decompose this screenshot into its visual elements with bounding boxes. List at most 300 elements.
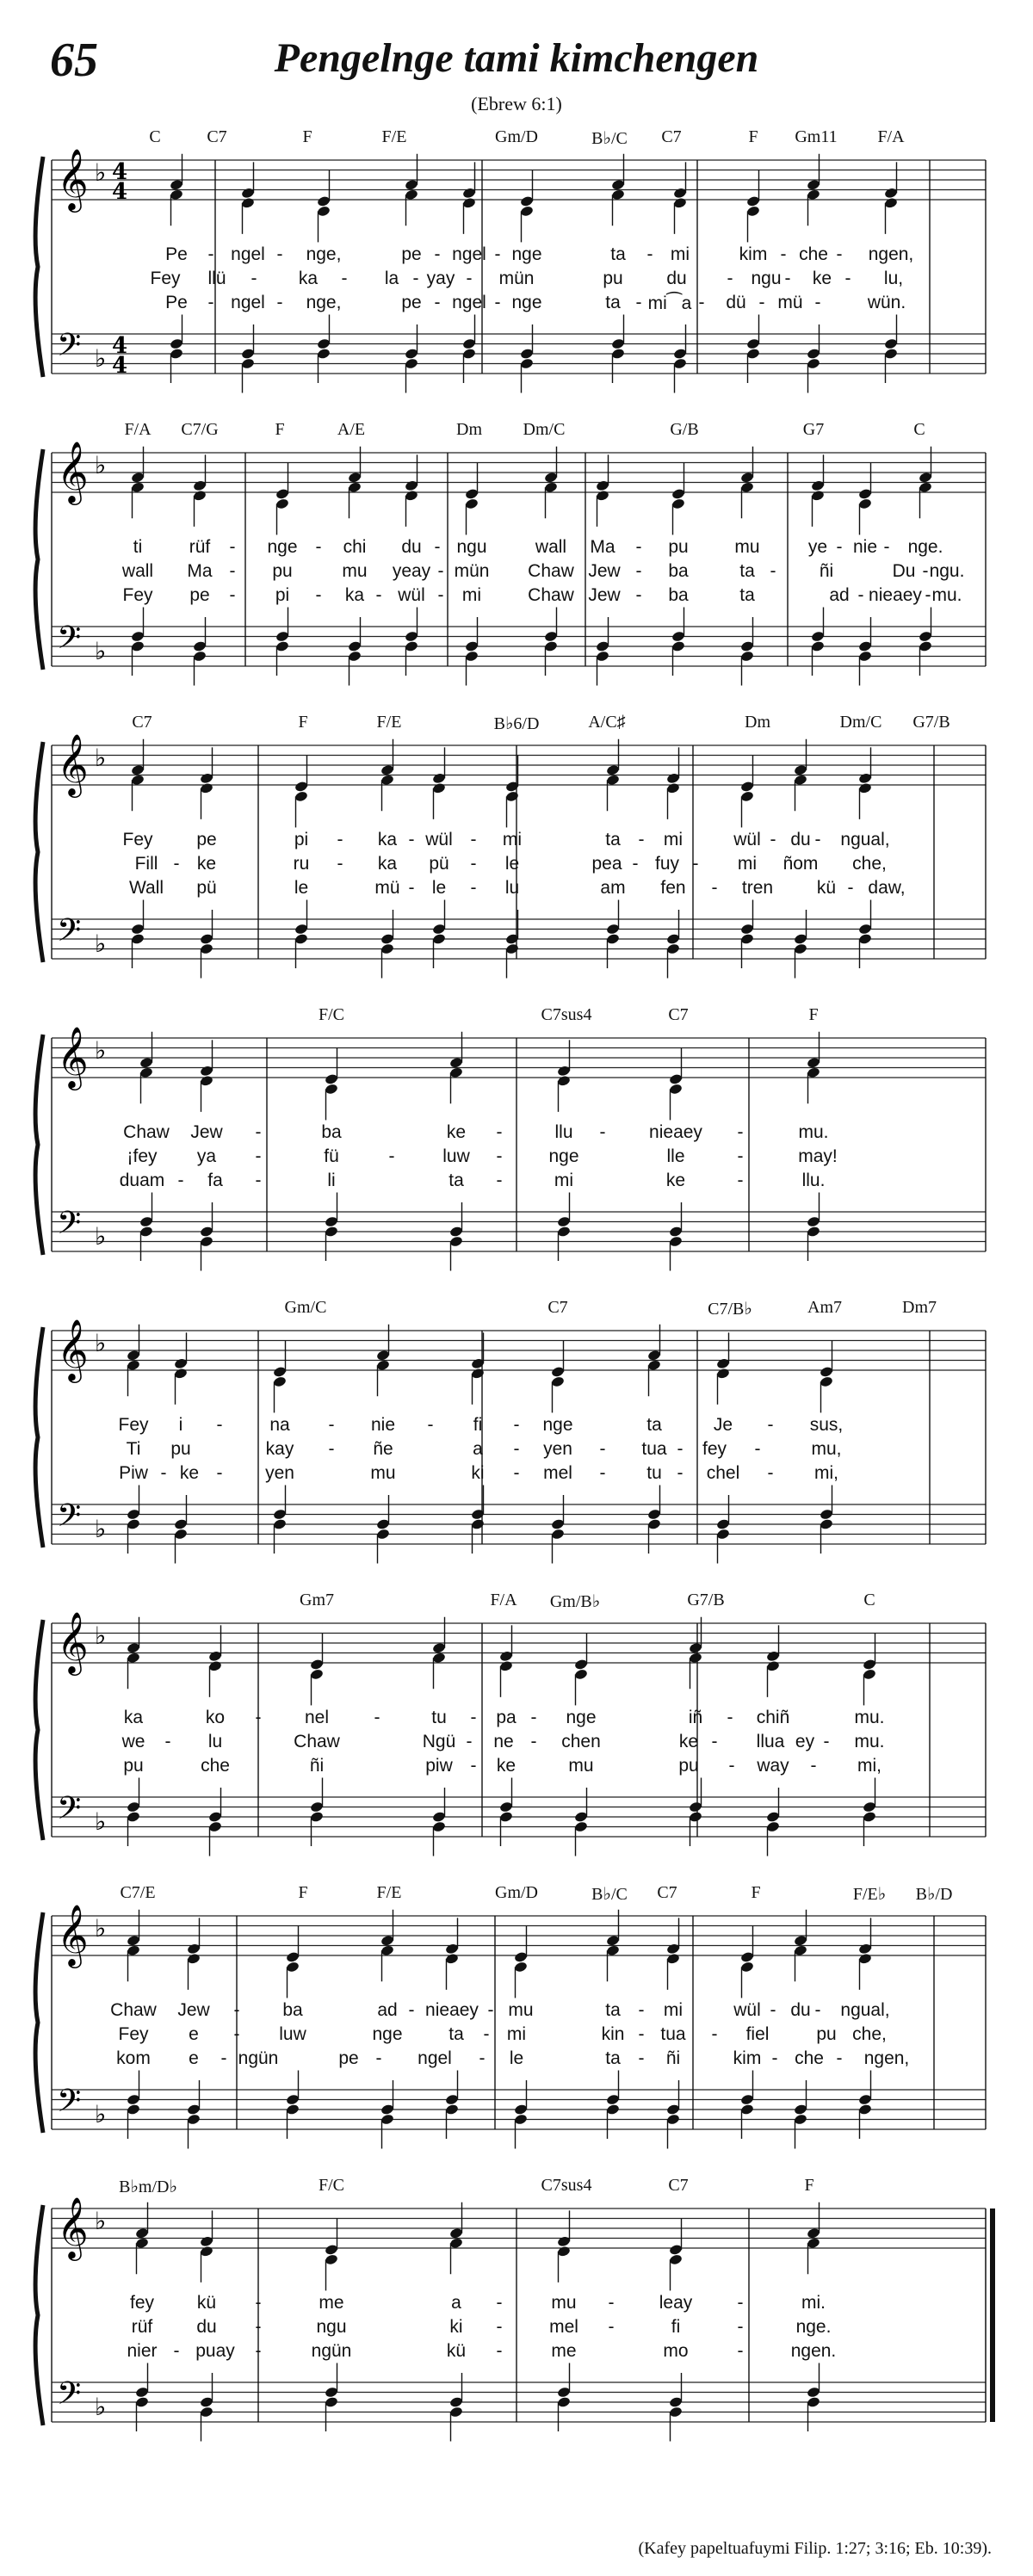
svg-text:♭: ♭ [95,451,107,479]
chord-symbol: B♭/C [591,129,628,148]
lyric-line [0,2317,1033,2339]
svg-text:♭: ♭ [95,1914,107,1943]
svg-text:♭: ♭ [95,637,107,665]
lyric-syllable: - [814,830,821,849]
lyric-syllable: Fill [134,854,158,874]
lyric-syllable: mu [508,2000,534,2020]
svg-text:♭: ♭ [95,744,107,772]
lyric-syllable: - [780,244,787,264]
svg-text:𝄞: 𝄞 [57,2196,89,2258]
music-system [0,420,1033,695]
chord-symbol: B♭/C [591,1885,628,1904]
lyric-syllable: mi [670,244,690,264]
lyric-syllable: ka [344,585,365,605]
lyric-syllable: - [437,561,444,581]
chord-symbols [0,2176,1033,2202]
lyric-syllable: Ngü [422,1732,456,1751]
chord-symbol: G7/B [687,1591,725,1609]
lyric-syllable: mu. [931,585,962,605]
chord-symbol: B♭m/D♭ [119,2178,177,2196]
lyric-syllable: - [823,1732,830,1751]
lyric-line [0,269,1033,291]
lyric-syllable: fi [671,2317,681,2337]
chord-symbol: F/A [490,1591,517,1609]
lyric-syllable: pu [678,1756,699,1776]
lyric-syllable: ñi [665,2048,681,2068]
lyric-syllable: mi [663,830,684,849]
lyric-syllable: le [431,878,447,898]
lyric-syllable: - [814,293,821,312]
lyric-syllable: pu [668,537,689,557]
chord-symbol: A/E [337,420,366,439]
lyric-syllable: - [216,1415,223,1435]
chord-symbol: F [751,1883,761,1902]
lyric-syllable: - [173,854,180,874]
chord-symbol: C [149,127,161,146]
lyric-syllable: - [255,1146,262,1166]
lyric-syllable: ye [807,537,828,557]
music-system [0,713,1033,988]
lyric-syllable: Du [892,561,916,581]
lyric-line [0,878,1033,900]
system-brace [35,157,43,377]
lyric-syllable: ke [812,269,832,288]
lyric-syllable: wün. [867,293,906,312]
chord-symbol: C7 [668,1005,689,1024]
svg-text:𝄞: 𝄞 [57,1903,89,1966]
lyric-syllable: mün [498,269,535,288]
lyric-syllable: - [255,2317,262,2337]
lyric-syllable: du [790,2000,811,2020]
svg-text:𝄢: 𝄢 [57,327,82,371]
lyric-syllable: ñom [782,854,819,874]
lyric-syllable: fiel [745,2024,770,2044]
lyric-syllable: - [494,293,501,312]
lyric-syllable: la [384,269,399,288]
lyric-syllable: - [925,585,931,605]
lyric-syllable: kay [265,1439,294,1459]
lyric-syllable: dü [726,293,746,312]
hymn-header [0,0,1033,120]
lyric-syllable: Ma [187,561,213,581]
chord-symbol: Gm11 [795,127,838,146]
lyric-syllable: - [374,1708,380,1727]
lyric-syllable: yen [543,1439,572,1459]
lyric-syllable: Fey [118,1415,149,1435]
lyric-syllable: - [513,1415,520,1435]
lyric-syllable: pu [170,1439,191,1459]
footer-note: (Kafey papeltuafuymi Filip. 1:27; 3:16; Eb. 10:39). [638,2539,992,2558]
lyric-syllable: - [220,2048,227,2068]
lyric-syllable: nieaey [425,2000,479,2020]
chord-symbol: Dm7 [902,1298,937,1317]
music-system [0,1883,1033,2159]
lyric-syllable: - [711,1732,718,1751]
lyric-syllable: lu [504,878,520,898]
svg-text:♭: ♭ [95,1222,107,1251]
lyric-syllable: kin [601,2024,625,2044]
lyric-syllable: Ti [126,1439,141,1459]
lyric-syllable: - [836,537,843,557]
lyric-syllable: puay [195,2341,235,2361]
lyric-syllable: - [337,830,343,849]
lyric-syllable: e [189,2024,199,2044]
music-system [0,1298,1033,1573]
lyric-syllable: - [255,2293,262,2313]
lyric-syllable: ey [795,1732,815,1751]
lyric-syllable: wül [733,2000,761,2020]
lyric-line [0,1732,1033,1754]
chord-symbol: Am7 [807,1298,842,1317]
lyric-syllable: ñi [819,561,834,581]
chord-symbol: C7 [547,1298,568,1317]
svg-text:♭: ♭ [95,158,107,187]
svg-text:♭: ♭ [95,344,107,373]
system-brace [35,742,43,962]
lyric-syllable: nge. [907,537,943,557]
lyric-syllable: mi, [857,1756,881,1776]
hymn-title: Pengelnge tami kimchengen [274,35,759,81]
lyric-syllable: - [728,1756,735,1776]
system-brace [35,1912,43,2133]
lyric-syllable: ka [377,830,398,849]
lyric-syllable: ke [179,1463,200,1483]
lyric-syllable: - [810,1756,817,1776]
lyric-syllable: fey [702,1439,727,1459]
lyric-syllable: ta [605,830,621,849]
lyric-syllable: mi [502,830,523,849]
lyric-syllable: - [847,878,854,898]
lyric-syllable: ngu [751,269,782,288]
lyric-syllable: - [737,1146,744,1166]
lyric-syllable: mu. [854,1708,885,1727]
lyric-syllable: Fey [118,2024,149,2044]
lyric-syllable: - [276,244,283,264]
system-brace [35,1035,43,1255]
lyric-line [0,1708,1033,1730]
lyric-syllable: Je [713,1415,733,1435]
lyric-syllable: - [496,1122,503,1142]
lyric-syllable: - [677,1439,684,1459]
lyric-syllable: Ma [590,537,615,557]
lyric-syllable: - [173,2341,180,2361]
lyric-syllable: pe [401,244,422,264]
chord-symbol: C7/G [181,420,219,439]
svg-text:4: 4 [112,159,128,185]
lyric-syllable: - [857,585,864,605]
lyric-syllable: - [466,269,473,288]
chord-symbols [0,1298,1033,1324]
lyric-line [0,2341,1033,2363]
lyric-syllable: - [427,1415,434,1435]
lyric-syllable: - [483,2024,490,2044]
chord-symbols [0,1591,1033,1616]
lyric-syllable: me [551,2341,577,2361]
lyric-syllable: - [375,2048,382,2068]
lyric-syllable: ta [739,585,755,605]
lyric-syllable: - [758,293,765,312]
svg-text:♭: ♭ [95,1807,107,1836]
lyric-syllable: ka [123,1708,144,1727]
chord-symbol: B♭6/D [493,714,540,733]
lyric-syllable: luw [279,2024,306,2044]
lyric-syllable: nge [511,244,542,264]
lyric-syllable: wül [398,585,425,605]
svg-text:4: 4 [112,179,128,205]
lyric-syllable: llü [207,269,226,288]
lyric-syllable: - [315,585,322,605]
lyric-syllable: nge [511,293,542,312]
lyric-line [0,561,1033,584]
lyric-syllable: ke [446,1122,467,1142]
lyric-syllable: fey [129,2293,155,2313]
lyric-syllable: - [160,1463,167,1483]
lyric-syllable: wall [535,537,567,557]
lyric-syllable: pea [591,854,622,874]
svg-text:♭: ♭ [95,930,107,958]
lyric-syllable: ke [196,854,217,874]
lyric-syllable: ba [321,1122,342,1142]
lyric-syllable: mi, [814,1463,838,1483]
lyric-line [0,1439,1033,1461]
lyric-syllable: - [470,830,477,849]
lyric-syllable: fa [207,1171,223,1190]
svg-text:♭: ♭ [95,1515,107,1543]
lyric-syllable: - [608,2317,615,2337]
lyric-syllable: - [530,1732,537,1751]
chord-symbol: Gm7 [300,1591,334,1609]
lyric-syllable: mi. [801,2293,826,2313]
lyric-syllable: ke [665,1171,686,1190]
lyric-syllable: - [513,1439,520,1459]
lyric-syllable: ke [496,1756,516,1776]
lyric-syllable: pu [272,561,293,581]
lyric-syllable: chi [343,537,367,557]
lyric-syllable: ngen, [868,244,914,264]
lyric-syllable: ya [196,1146,217,1166]
lyric-syllable: - [229,537,236,557]
lyric-syllable: pe [401,293,422,312]
lyric-syllable: - [632,854,639,874]
lyric-syllable: - [255,1708,262,1727]
lyric-syllable: mü [374,878,400,898]
lyric-syllable: ba [282,2000,303,2020]
lyric-syllable: nge [267,537,298,557]
lyric-syllable: fü [324,1146,339,1166]
lyric-syllable: ad [829,585,850,605]
lyric-syllable: - [599,1463,606,1483]
lyric-syllable: tu [646,1463,662,1483]
lyric-syllable: - [164,1732,171,1751]
lyric-line [0,1415,1033,1437]
lyric-syllable: nieaey [649,1122,702,1142]
lyric-syllable: iñ [688,1708,703,1727]
music-system [0,2176,1033,2451]
chord-symbols [0,420,1033,446]
lyric-syllable: - [470,1708,477,1727]
lyric-syllable: - [494,244,501,264]
music-system [0,1591,1033,1866]
lyric-syllable: - [434,537,441,557]
lyric-syllable: wall [121,561,154,581]
lyric-syllable: nge, [306,293,342,312]
chord-symbol: F/A [124,420,152,439]
lyric-syllable: ta [739,561,755,581]
lyric-syllable: che, [852,854,887,874]
lyric-syllable: na [269,1415,290,1435]
lyric-syllable: ta [448,2024,464,2044]
lyric-syllable: ngen. [790,2341,837,2361]
lyric-syllable: lle [666,1146,685,1166]
lyric-syllable: Chaw [123,1122,170,1142]
lyric-syllable: mu [342,561,368,581]
lyric-syllable: duam [119,1171,165,1190]
lyric-syllable: - [836,2048,843,2068]
lyric-syllable: - [470,854,477,874]
lyric-syllable: - [727,1708,733,1727]
lyric-syllable: fuy [654,854,680,874]
chord-symbol: C [913,420,925,439]
lyric-syllable: ngel [452,293,486,312]
lyric-syllable: - [727,269,733,288]
lyric-syllable: - [737,2317,744,2337]
lyric-syllable: - [328,1439,335,1459]
chord-symbol: G/B [670,420,699,439]
lyric-syllable: Jew [190,1122,223,1142]
lyric-syllable: lu, [883,269,904,288]
lyric-line [0,1122,1033,1145]
lyric-syllable: llua [756,1732,785,1751]
lyric-syllable: - [635,293,642,312]
lyric-syllable: nge [566,1708,597,1727]
chord-symbol: C7sus4 [541,2176,592,2195]
lyric-syllable: way [757,1756,789,1776]
lyric-syllable: pe [196,830,217,849]
lyric-syllable: mel [543,1463,572,1483]
lyric-syllable: - [784,269,791,288]
chord-symbol: Dm [456,420,482,439]
lyric-syllable: le [509,2048,524,2068]
lyric-syllable: ñi [309,1756,325,1776]
lyric-syllable: Pe [165,293,188,312]
lyric-syllable: - [883,537,890,557]
chord-symbol: F [298,713,308,732]
lyric-syllable: le [504,854,520,874]
lyric-syllable: Chaw [294,1732,340,1751]
lyric-syllable: ta [605,2048,621,2068]
lyric-syllable: nel [304,1708,330,1727]
chord-symbols [0,1883,1033,1909]
svg-text:𝄢: 𝄢 [57,1790,82,1834]
lyric-syllable: kim [739,244,768,264]
lyric-syllable: fi [473,1415,483,1435]
lyric-syllable: ki [449,2317,463,2337]
lyric-syllable: - [255,1171,262,1190]
lyric-syllable: - [767,1463,774,1483]
scripture-reference: (Ebrew 6:1) [471,93,562,114]
lyric-syllable: nge [542,1415,573,1435]
lyric-syllable: Pe [165,244,188,264]
lyric-syllable: Jew [588,561,621,581]
svg-text:𝄞: 𝄞 [57,1610,89,1673]
lyric-syllable: - [479,2048,486,2068]
lyric-syllable: - [513,1463,520,1483]
system-brace [35,2205,43,2425]
lyric-syllable: i [178,1415,183,1435]
lyric-syllable: kü [816,878,837,898]
chord-symbol: F [748,127,758,146]
lyric-syllable: ngual, [840,830,890,849]
svg-text:♭: ♭ [95,2100,107,2128]
chord-symbols [0,127,1033,153]
system-brace [35,1620,43,1840]
lyric-syllable: - [599,1439,606,1459]
svg-text:𝄞: 𝄞 [57,1025,89,1088]
lyric-syllable: mi⁀a [647,293,692,313]
lyric-syllable: ba [668,585,689,605]
lyric-syllable: rüf [131,2317,153,2337]
lyric-syllable: ngel [231,244,265,264]
lyric-syllable: - [922,561,929,581]
lyric-syllable: ta [605,293,621,312]
lyric-syllable: - [328,1415,335,1435]
lyric-syllable: luw [442,1146,470,1166]
lyric-syllable: ngel [452,244,486,264]
lyric-syllable: ngen, [863,2048,910,2068]
chord-symbol: F [808,1005,819,1024]
lyric-syllable: may! [798,1146,838,1166]
lyric-syllable: - [770,830,776,849]
svg-text:♭: ♭ [95,1036,107,1065]
chord-symbol: C7 [661,127,682,146]
lyric-syllable: nier [127,2341,158,2361]
lyric-syllable: mu [568,1756,594,1776]
svg-text:♭: ♭ [95,1622,107,1650]
lyric-syllable: ru [293,854,310,874]
lyric-line [0,293,1033,315]
lyric-syllable: - [737,1122,744,1142]
lyric-syllable: pa [496,1708,516,1727]
lyric-syllable: - [608,2293,615,2313]
chord-symbol: C7 [132,713,152,732]
chord-symbol: C7/E [120,1883,156,1902]
lyric-syllable: pu [603,269,623,288]
lyric-syllable: mu [734,537,760,557]
lyric-syllable: tua [641,1439,667,1459]
chord-symbol: C7 [207,127,227,146]
lyric-syllable: nie [852,537,878,557]
lyric-syllable: mün [454,561,490,581]
lyric-syllable: - [737,2293,744,2313]
lyric-syllable: - [638,2000,645,2020]
lyric-syllable: - [814,2000,821,2020]
svg-text:𝄞: 𝄞 [57,147,89,210]
lyric-syllable: nge [548,1146,579,1166]
lyric-syllable: llu [554,1122,573,1142]
lyric-syllable: e [189,2048,199,2068]
lyric-syllable: ngel [418,2048,452,2068]
lyric-syllable: ngün [238,2048,279,2068]
chord-symbol: F [804,2176,814,2195]
lyric-syllable: - [530,1708,537,1727]
lyric-syllable: kü [196,2293,217,2313]
chord-symbol: C7/B♭ [708,1300,752,1319]
lyric-syllable: ta [646,1415,662,1435]
lyric-syllable: a [451,2293,461,2313]
chord-symbol: Dm/C [523,420,566,439]
lyric-syllable: pi [294,830,309,849]
lyric-syllable: ne [493,1732,514,1751]
